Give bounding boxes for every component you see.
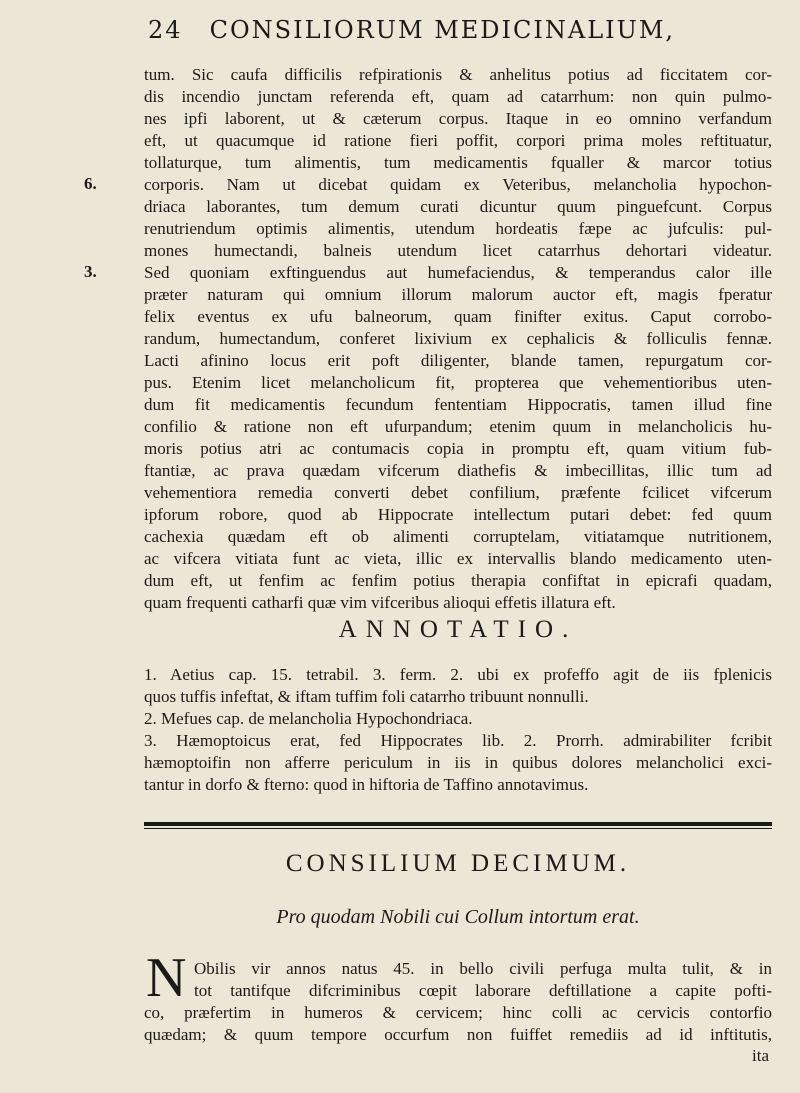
section-rule bbox=[144, 822, 772, 826]
running-header bbox=[148, 16, 708, 56]
drop-cap: N bbox=[146, 947, 187, 1009]
text-line: quam frequenti catharfi quæ vim vifceribus alioqui effetis illatura eft. bbox=[144, 593, 616, 612]
text-line: ipforum robore, quod ab Hippocrate intellectum putari debet: fed quum bbox=[144, 505, 772, 524]
text-line: mones humectandi, balneis utendum licet catarrhus dehortari videatur. bbox=[144, 241, 772, 260]
annotation-line: 1. Aetius cap. 15. tetrabil. 3. ferm. 2. ubi ex profeffo agit de iis fplenicis bbox=[144, 665, 772, 684]
annotation-line: 3. Hæmoptoicus erat, fed Hippocrates lib. 2. Prorrh. admirabiliter fcribit bbox=[144, 731, 772, 750]
text-line: vehementiora remedia converti debet confilium, præfente fcilicet vifcerum bbox=[144, 483, 772, 502]
text-line: felix eventus ex ufu balneorum, quam finifter exitus. Caput corrobo- bbox=[144, 307, 772, 326]
text-line: quædam; & quum tempore occurfum non fuiffet remediis ad id inftitutis, bbox=[144, 1025, 772, 1044]
text-line: præter naturam qui omnium illorum malorum auctor eft, magis fperatur bbox=[144, 285, 772, 304]
text-line: eft, ut quacumque id ratione fieri poffit, corpori prima moles reftituatur, bbox=[144, 131, 772, 150]
annotation-line: quos tuffis infeftat, & iftam tuffim foli catarrho tribuunt nonnulli. bbox=[144, 687, 589, 706]
section-rule-thin bbox=[144, 828, 772, 829]
annotation-line: tantur in dorfo & fterno: quod in hiftoria de Taffino annotavimus. bbox=[144, 775, 589, 794]
text-line: tollaturque, tum alimentis, tum medicamentis fqualler & marcor totius bbox=[144, 153, 772, 172]
text-line: Obilis vir annos natus 45. in bello civili perfuga multa tulit, & in bbox=[194, 959, 772, 978]
margin-note: 6. bbox=[84, 174, 97, 193]
text-line: co, præfertim in humeros & cervicem; hinc colli ac cervicis contorfio bbox=[144, 1003, 772, 1022]
text-line: ftantiæ, ac prava quædam vifcerum diathefis & imbecillitas, illic tum ad bbox=[144, 461, 772, 480]
text-line: ac vifcera vitiata funt ac vieta, illic ex intervallis blando medicamento uten- bbox=[144, 549, 772, 568]
text-line: confilio & ratione non eft ufurpandum; etenim quum in melancholicis hu- bbox=[144, 417, 772, 436]
text-line: nes ipfi laborent, ut & cæterum corpus. Itaque in eo omnino verfandum bbox=[144, 109, 772, 128]
text-line: randum, humectandum, conferet lixivium ex cephalicis & folliculis fennæ. bbox=[144, 329, 772, 348]
text-line: dum fit medicamentis fecundum fententiam Hippocratis, tamen illud fine bbox=[144, 395, 772, 414]
text-line: tum. Sic caufa difficilis refpirationis & anhelitus potius ad ficcitatem cor- bbox=[144, 65, 772, 84]
annotation-line: 2. Mefues cap. de melancholia Hypochondriaca. bbox=[144, 709, 473, 728]
text-line: driaca laborantes, tum demum curati dicuntur quum pinguefcunt. Corpus bbox=[144, 197, 772, 216]
text-line: cachexia quædam eft ob alimenti corruptelam, vitiatamque nutritionem, bbox=[144, 527, 772, 546]
consilium-heading: CONSILIUM DECIMUM. bbox=[285, 850, 631, 877]
text-line: corporis. Nam ut dicebat quidam ex Veteribus, melancholia hypochon- bbox=[144, 175, 772, 194]
page-number: 24 bbox=[148, 16, 183, 44]
annotation-line: hæmoptoifin non afferre periculum in iis in quibus dolores melancholici exci- bbox=[144, 753, 772, 772]
margin-note: 3. bbox=[84, 262, 97, 281]
text-line: Lacti afinino locus erit poft diligenter, blande tamen, repurgatum cor- bbox=[144, 351, 772, 370]
text-line: renutriendum optimis alimentis, utendum hordeatis fæpe ac jufculis: pul- bbox=[144, 219, 772, 238]
text-line: pus. Etenim licet melancholicum fit, propterea que vehementioribus uten- bbox=[144, 373, 772, 392]
annotatio-heading: ANNOTATIO. bbox=[338, 616, 578, 643]
text-line: dis incendio junctam referenda eft, quam ad catarrhum: non quin pulmo- bbox=[144, 87, 772, 106]
text-line: Sed quoniam exftinguendus aut humefaciendus, & temperandus calor ille bbox=[144, 263, 772, 282]
catchword: ita bbox=[752, 1046, 769, 1065]
text-line: dum eft, ut fenfim ac fenfim potius therapia confiftat in epicrafi quadam, bbox=[144, 571, 772, 590]
running-title: CONSILIORUM MEDICINALIUM, bbox=[209, 16, 676, 44]
text-line: moris potius atri ac contumacis copia in promptu eft, quam vitium fub- bbox=[144, 439, 772, 458]
text-line: tot tantifque difcriminibus cœpit laborare deftillatione a capite pofti- bbox=[194, 981, 772, 1000]
consilium-subtitle: Pro quodam Nobili cui Collum intortum erat. bbox=[276, 906, 640, 928]
